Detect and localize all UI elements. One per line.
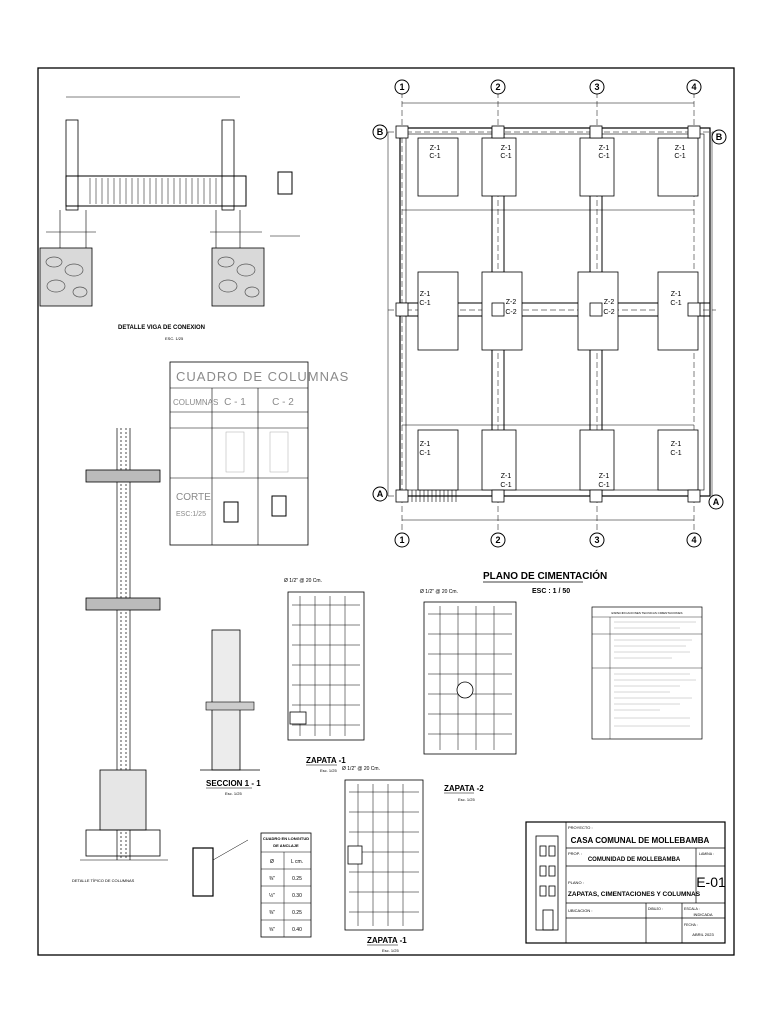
axis-label: A [712,497,720,507]
section-label: CORTE [176,492,211,503]
axis-label: 4 [691,82,697,92]
footing-label: Z-2 [505,299,517,306]
drawn-by-label: DIBUJO : [648,907,663,911]
footing-scale: Esc. 1/25 [320,768,337,773]
anchorage-length: 0.25 [292,876,302,882]
date-value: ABRIL 2023 [692,932,714,937]
column-type-c2: C - 2 [272,397,294,408]
anchorage-length: 0.40 [292,927,302,933]
scale-label: ESCALA : [684,907,700,911]
column-label: C-1 [419,300,431,307]
tie-beam-detail-scale: ESC. 1/25 [165,336,184,341]
anchorage-table [261,833,311,937]
footing-title: ZAPATA -1 [367,936,407,945]
column-schedule-header: COLUMNAS [173,398,219,407]
axis-label: 2 [495,82,501,92]
foundation-plan [373,80,726,595]
footing-label: Z-1 [670,441,682,448]
footing-label: Z-1 [429,145,441,152]
footing-title: ZAPATA -2 [444,784,484,793]
anchorage-head: L cm. [290,859,304,865]
column-label: C-1 [598,153,610,160]
section-title: SECCION 1 - 1 [206,779,261,788]
footing-label: Z-1 [500,145,512,152]
axis-label: 3 [594,82,600,92]
footing-rebar: Ø 1/2" @ 20 Cm. [420,589,458,595]
footing-rebar: Ø 1/2" @ 20 Cm. [342,766,380,772]
footing-title: ZAPATA -1 [306,756,346,765]
axis-label: 2 [495,535,501,545]
footing-z2-detail [420,589,516,802]
footing-label: Z-1 [670,291,682,298]
anchorage-title: DE ANCLAJE [273,843,299,848]
column-label: C-1 [670,450,682,457]
anchorage-head: Ø [270,859,274,865]
stirrup-detail [193,840,248,896]
technical-specifications [592,607,702,739]
sheet-number: E-01 [696,874,726,890]
footing-z1-detail-2 [342,766,423,953]
axis-label: B [376,127,384,137]
column-label: C-1 [500,482,512,489]
section-1-1 [200,630,261,796]
tie-beam-detail-title: DETALLE VIGA DE CONEXION [118,325,206,331]
axis-label: 4 [691,535,697,545]
footing-scale: Esc. 1/25 [382,948,399,953]
column-label: C-1 [419,450,431,457]
column-label: C-1 [670,300,682,307]
column-label: C-1 [674,153,686,160]
axis-label: 3 [594,535,600,545]
footing-label: Z-1 [598,473,610,480]
section-scale: ESC:1/25 [176,511,206,518]
spec-title: ESPECIFICACIONES TECNICAS CIMENTACIONES [611,611,683,615]
scale-value: INDICADA [693,912,713,917]
anchorage-diameter: ⅜" [269,876,275,882]
footing-scale: Esc. 1/25 [458,797,475,802]
footing-label: Z-2 [603,299,615,306]
axis-label: 1 [399,535,405,545]
footing-z1-detail [284,578,364,773]
anchorage-diameter: ⅝" [269,927,275,933]
anchorage-length: 0.30 [292,893,302,899]
footing-label: Z-1 [598,145,610,152]
column-schedule-title: CUADRO DE COLUMNAS [176,369,350,384]
column-label: C-1 [598,482,610,489]
sheet-label: LAMINA : [699,852,714,856]
project-name: CASA COMUNAL DE MOLLEBAMBA [570,836,710,845]
footing-rebar: Ø 1/2" @ 20 Cm. [284,578,322,584]
column-detail-title: DETALLE TÍPICO DE COLUMNAS [72,878,135,883]
axis-label: 1 [399,82,405,92]
column-label: C-1 [429,153,441,160]
axis-label: A [376,489,384,499]
footing-label: Z-1 [419,291,431,298]
owner-name: COMUNIDAD DE MOLLEBAMBA [587,857,681,863]
section-scale: Esc. 1/25 [225,791,242,796]
plan-scale: ESC : 1 / 50 [532,588,571,595]
column-type-c1: C - 1 [224,397,246,408]
date-label: FECHA : [684,923,698,927]
footing-label: Z-1 [500,473,512,480]
column-label: C-2 [505,309,517,316]
tie-beam-detail [40,97,300,341]
anchorage-title: CUADRO EN LONGITUD [262,836,310,841]
building-logo [536,836,558,930]
project-label: PROYECTO : [568,825,593,830]
column-label: C-1 [500,153,512,160]
owner-label: PROP. : [568,851,583,856]
title-block [526,822,726,943]
location-label: UBICACION : [568,908,593,913]
column-label: C-2 [603,309,615,316]
drawing-name: ZAPATAS, CIMENTACIONES Y COLUMNAS [567,891,701,898]
column-schedule [170,362,349,545]
plan-title: PLANO DE CIMENTACIÓN [483,571,608,582]
axis-label: B [715,132,723,142]
anchorage-length: 0.25 [292,910,302,916]
footing-label: Z-1 [674,145,686,152]
anchorage-diameter: ½" [269,893,275,899]
anchorage-diameter: ⅜" [269,910,275,916]
footing-label: Z-1 [419,441,431,448]
drawing-label: PLANO : [568,880,584,885]
typical-column-detail [72,428,168,883]
